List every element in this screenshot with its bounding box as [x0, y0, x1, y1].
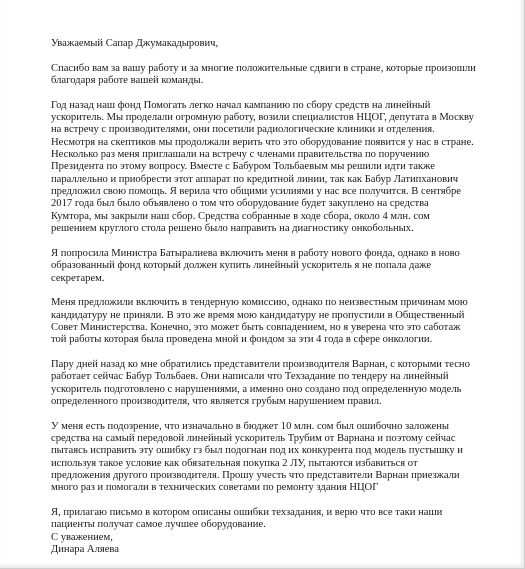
text-line: много раз и помогали в технических советами по ремонту здания НЦОГ	[51, 482, 379, 494]
text-line: образованный фонд который должен купить линейный ускоритель я не попала даже	[51, 260, 432, 272]
text-line: благодаря работе вашей команды.	[51, 75, 204, 87]
text-line: Кумтора, мы закрыли наш сбор. Средства собранные в ходе сбора, около 4 млн. сом	[51, 210, 430, 222]
text-line: Я, прилагаю письмо в котором описаны ошибки техзадания, и верю что все таки наши	[51, 507, 443, 519]
text-line: на встречу с производителями, они посетили радиологические клиники и отделения.	[51, 124, 435, 136]
letter-signoff	[51, 532, 509, 557]
text-line: 2017 года был было объявлено о том что оборудование будет закуплено на средства	[51, 198, 429, 210]
text-line: той работы которая была проведена мной и фондом за эти 4 года в сфере онкологии.	[51, 334, 433, 346]
text-line: используя такое условие как обязательная покупка 2 ЛУ, пытаются избавиться от	[51, 457, 418, 469]
paragraph-thanks	[51, 63, 509, 88]
paragraph-suspicion	[51, 421, 509, 495]
text-line: параллельно и приобрести этот аппарат по кредитной линии, так как Бабур Латипханович	[51, 173, 459, 185]
text-line: решением круглого стола решено было направить на диагностику онкобольных.	[51, 223, 414, 235]
text-line: Меня предложили включить в тендерную комиссию, однако по неизвестным причинам мою	[51, 297, 468, 309]
signature-name: Динара Аляева	[51, 544, 119, 556]
text-line: определенного производителя, что является грубым нарушением правил.	[51, 395, 382, 407]
text-line: Совет Министерства. Конечно, это может быть совпадением, но я уверена что это саботаж	[51, 321, 461, 333]
text-line: Год назад наш фонд Помогать легко начал кампанию по сбору средств на линейный	[51, 99, 431, 111]
paragraph-varian	[51, 359, 509, 408]
closing-line: С уважением,	[51, 531, 113, 543]
text-line: ускоритель. Мы проделали огромную работу, возили специалистов НЦОГ, депутата в Москву	[51, 112, 474, 124]
text-line: пациенты получат самое лучшее оборудование.	[51, 519, 266, 531]
text-line: предложил свою помощь. Я верила что общими усилиями у нас все получится. В сентябре	[51, 186, 461, 198]
letter-salutation	[51, 38, 509, 50]
text-line: ускоритель подготовлено с нарушениями, а именно оно создано под определенную модель	[51, 383, 462, 395]
text-line: кандидатуру не приняли. В это же время мою кандидатуру не пропустили в Общественный	[51, 309, 465, 321]
paragraph-attachment	[51, 507, 509, 532]
text-line: Пару дней назад ко мне обратились представители производителя Варнан, с которыми тесно	[51, 358, 470, 370]
text-line: Несколько раз меня приглашали на встречу с членами правительства по поручению	[51, 149, 430, 161]
text-line: секретарем.	[51, 272, 105, 284]
text-line: работает сейчас Бабур Тольбаев. Они написали что Техзадание по тендеру на линейный	[51, 371, 449, 383]
text-line: Несмотря на скептиков мы продолжали верить что это оборудование появится у нас в стране.	[51, 136, 474, 148]
paragraph-tender-commission	[51, 297, 509, 346]
paragraph-new-fund	[51, 248, 509, 285]
text-line: Я попросила Министра Батыралиева включить меня в работу нового фонда, однако в ново	[51, 247, 460, 259]
paragraph-campaign	[51, 100, 509, 236]
text-line: У меня есть подозрение, что изначально в бюджет 10 млн. сом был ошибочно заложены	[51, 420, 450, 432]
salutation-line: Уважаемый Сапар Джумакадырович,	[51, 38, 219, 49]
text-line: средства на самый передовой линейный ускоритель Трубим от Варнана и поэтому сейчас	[51, 433, 456, 444]
letter-body	[51, 38, 509, 556]
text-line: Президента по этому вопросу. Вместе с Бабуром Тольбаевым мы решили идти также	[51, 161, 435, 173]
text-line: пытаясь исправить эту ошибку гз был подогнан под их конкурента под модель пустышку и	[51, 445, 463, 457]
text-line: предложения другого производителя. Прошу учесть что представители Варнан приезжали	[51, 470, 460, 482]
text-line: Спасибо вам за вашу работу и за многие положительные сдвиги в стране, которые произошли	[51, 62, 476, 74]
